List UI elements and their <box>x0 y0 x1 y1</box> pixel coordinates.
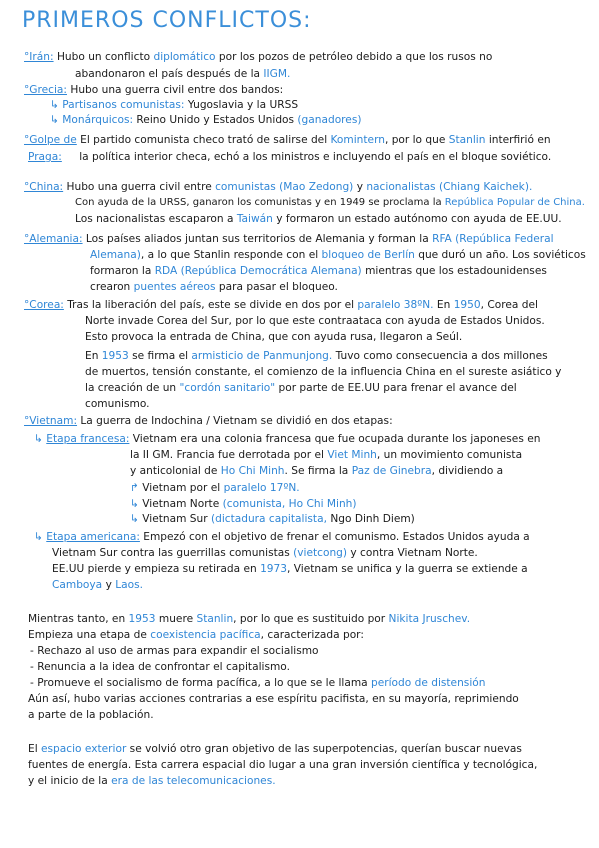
grecia-line-2: ↳ Partisanos comunistas: Yugoslavia y la URSS <box>50 99 299 111</box>
china-line-3: Los nacionalistas escaparon a Taiwán y formaron un estado autónomo con ayuda de EE.UU. <box>75 213 562 225</box>
china-label: °China: <box>24 181 64 193</box>
arrow-icon: ↱ <box>130 482 139 494</box>
alemania-line-1: °Alemania: Los países aliados juntan sus territorios de Alemania y forman la RFA (República Federal <box>24 233 554 245</box>
vietnam-francesa-line-3: y anticolonial de Ho Chi Minh. Se firma la Paz de Ginebra, dividiendo a <box>130 465 504 477</box>
page-title: PRIMEROS CONFLICTOS: <box>22 8 312 33</box>
corea-line-5: de muertos, tensión constante, el comienzo de la influencia China en el sureste asiático y <box>85 366 562 378</box>
mientras-line-6: Aún así, hubo varias acciones contrarias a ese espíritu pacifista, en su mayoría, reprimiendo <box>28 693 519 705</box>
vietnam-label: °Vietnam: <box>24 415 78 427</box>
corea-line-3: Esto provoca la entrada de China, que con ayuda rusa, llegaron a Seúl. <box>85 331 463 343</box>
corea-line-4: En 1953 se firma el armisticio de Panmunjong. Tuvo como consecuencia a dos millones <box>85 350 548 362</box>
alemania-line-2: Alemana), a lo que Stanlin responde con el bloqueo de Berlín que duró un año. Los soviéticos <box>90 249 586 261</box>
corea-line-7: comunismo. <box>85 398 150 410</box>
alemania-line-3: formaron la RDA (República Democrática Alemana) mientras que los estadounidenses <box>90 265 547 277</box>
arrow-icon: ↳ <box>34 433 43 445</box>
corea-line-1: °Corea: Tras la liberación del país, este se divide en dos por el paralelo 38ºN. En 1950, Corea del <box>24 299 538 311</box>
mientras-bullet-1: - Rechazo al uso de armas para expandir el socialismo <box>30 645 319 657</box>
mientras-line-2: Empieza una etapa de coexistencia pacífica, caracterizada por: <box>28 629 364 641</box>
vietnam-division-line-3: ↳ Vietnam Sur (dictadura capitalista, Ngo Dinh Diem) <box>130 513 415 525</box>
china-line-1: °China: Hubo una guerra civil entre comunistas (Mao Zedong) y nacionalistas (Chiang Kaichek). <box>24 181 533 193</box>
corea-label: °Corea: <box>24 299 64 311</box>
vietnam-americana-line-1: ↳ Etapa americana: Empezó con el objetivo de frenar el comunismo. Estados Unidos ayuda a <box>34 531 530 543</box>
praga-label: °Golpe de <box>24 134 77 146</box>
vietnam-americana-line-4: Camboya y Laos. <box>52 579 143 591</box>
iran-line-2: abandonaron el país después de la IIGM. <box>75 68 291 80</box>
mientras-bullet-2: - Renuncia a la idea de confrontar el capitalismo. <box>30 661 290 673</box>
mientras-line-1: Mientras tanto, en 1953 muere Stanlin, por lo que es sustituido por Nikita Jruschev. <box>28 613 471 625</box>
vietnam-division-line-2: ↳ Vietnam Norte (comunista, Ho Chi Minh) <box>130 498 357 510</box>
espacio-line-3: y el inicio de la era de las telecomunicaciones. <box>28 775 276 787</box>
grecia-label: °Grecia: <box>24 84 67 96</box>
grecia-line-1: °Grecia: Hubo una guerra civil entre dos bandos: <box>24 84 284 96</box>
iran-line-1: °Irán: Hubo un conflicto diplomático por los pozos de petróleo debido a que los rusos no <box>24 51 493 63</box>
vietnam-americana-line-3: EE.UU pierde y empieza su retirada en 1973, Vietnam se unifica y la guerra se extiende a <box>52 563 528 575</box>
iran-label: °Irán: <box>24 51 54 63</box>
arrow-icon: ↳ <box>50 99 59 111</box>
vietnam-francesa-line-1: ↳ Etapa francesa: Vietnam era una colonia francesa que fue ocupada durante los japoneses en <box>34 433 541 445</box>
grecia-line-3: ↳ Monárquicos: Reino Unido y Estados Unidos (ganadores) <box>50 114 362 126</box>
arrow-icon: ↳ <box>130 498 139 510</box>
alemania-line-4: crearon puentes aéreos para pasar el bloqueo. <box>90 281 338 293</box>
arrow-icon: ↳ <box>130 513 139 525</box>
arrow-icon: ↳ <box>50 114 59 126</box>
corea-line-2: Norte invade Corea del Sur, por lo que este contraataca con ayuda de Estados Unidos. <box>85 315 545 327</box>
corea-line-6: la creación de un "cordón sanitario" por parte de EE.UU para frenar el avance del <box>85 382 517 394</box>
mientras-line-7: a parte de la población. <box>28 709 154 721</box>
vietnam-line-1: °Vietnam: La guerra de Indochina / Vietnam se dividió en dos etapas: <box>24 415 393 427</box>
vietnam-division-line-1: ↱ Vietnam por el paralelo 17ºN. <box>130 482 300 494</box>
alemania-label: °Alemania: <box>24 233 83 245</box>
praga-line-2: Praga: la política interior checa, echó a los ministros e incluyendo el país en el bloque soviético. <box>28 151 552 163</box>
mientras-bullet-3: - Promueve el socialismo de forma pacífica, a lo que se le llama período de distensión <box>30 677 486 689</box>
china-line-2: Con ayuda de la URSS, ganaron los comunistas y en 1949 se proclama la República Popular de China. <box>75 197 585 208</box>
vietnam-americana-line-2: Vietnam Sur contra las guerrillas comunistas (vietcong) y contra Vietnam Norte. <box>52 547 478 559</box>
espacio-line-1: El espacio exterior se volvió otro gran objetivo de las superpotencias, querían buscar nuevas <box>28 743 522 755</box>
espacio-line-2: fuentes de energía. Esta carrera espacial dio lugar a una gran inversión científica y tecnológica, <box>28 759 538 771</box>
vietnam-francesa-line-2: la II GM. Francia fue derrotada por el Viet Minh, un movimiento comunista <box>130 449 523 461</box>
praga-line-1: °Golpe de El partido comunista checo trató de salirse del Komintern, por lo que Stanlin interfirió en <box>24 134 551 146</box>
arrow-icon: ↳ <box>34 531 43 543</box>
